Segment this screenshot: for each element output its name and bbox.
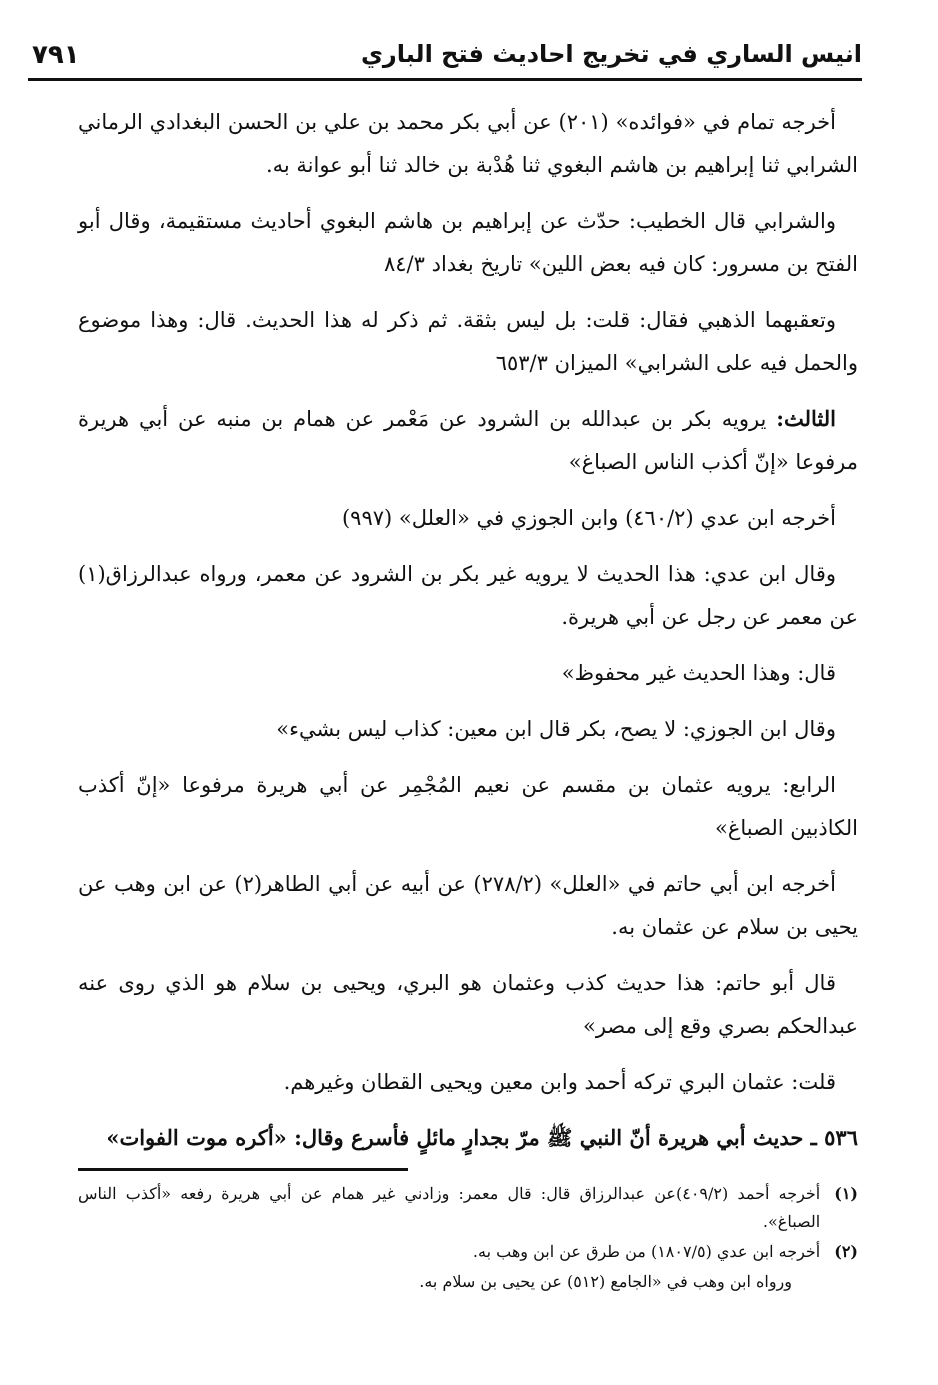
paragraph: قال أبو حاتم: هذا حديث كذب وعثمان هو البري، ويحيى بن سلام هو الذي روى عنه عبدالحكم بصري وقع إلى مصر» (78, 971, 858, 1038)
paragraph: أخرجه تمام في «فوائده» (٢٠١) عن أبي بكر محمد بن علي بن الحسن البغدادي الرماني الشرابي ثنا إبراهيم بن هاشم البغوي ثنا هُدْبة بن خالد ثنا أبو عوانة به. (78, 110, 858, 177)
footnote-item (78, 1180, 858, 1236)
page-header (28, 38, 862, 81)
page-number: ٧٩١ (32, 40, 80, 70)
paragraph: وقال ابن عدي: هذا الحديث لا يرويه غير بكر بن الشرود عن معمر، ورواه عبدالرزاق(١) عن معمر عن رجل عن أبي هريرة. (78, 562, 858, 629)
footnotes (78, 1180, 858, 1298)
footnote-item (78, 1238, 858, 1266)
footnote-number: (١) (834, 1184, 858, 1203)
footnote-continuation (78, 1268, 858, 1296)
paragraph: أخرجه ابن أبي حاتم في «العلل» (٢٧٨/٢) عن أبيه عن أبي الطاهر(٢) عن ابن وهب عن يحيى بن سلام عن عثمان به. (78, 872, 858, 939)
footnote-divider (78, 1168, 408, 1171)
paragraph: وقال ابن الجوزي: لا يصح، بكر قال ابن معين: كذاب ليس بشيء» (276, 717, 836, 741)
footnote-text: ورواه ابن وهب في «الجامع (٥١٢) عن يحيى بن سلام به. (419, 1272, 792, 1291)
footnote-text: أخرجه أحمد (٤٠٩/٢)عن عبدالرزاق قال: قال معمر: وزادني غير همام عن أبي هريرة رفعه «أكذب الناس الصباغ». (78, 1184, 821, 1231)
paragraph: والشرابي قال الخطيب: حدّث عن إبراهيم بن هاشم البغوي أحاديث مستقيمة، وقال أبو الفتح بن مسرور: كان فيه بعض اللين» تاريخ بغداد ٨٤/٣ (78, 209, 858, 276)
paragraph: قلت: عثمان البري تركه أحمد وابن معين ويحيى القطان وغيرهم. (283, 1070, 836, 1094)
paragraph: أخرجه ابن عدي (٤٦٠/٢) وابن الجوزي في «العلل» (٩٩٧) (341, 506, 836, 530)
footnote-text: أخرجه ابن عدي (١٨٠٧/٥) من طرق عن ابن وهب به. (472, 1242, 821, 1261)
paragraph: الرابع: يرويه عثمان بن مقسم عن نعيم المُجْمِر عن أبي هريرة مرفوعا «إنّ أكذب الكاذبين الصباغ» (78, 773, 858, 840)
paragraph: قال: وهذا الحديث غير محفوظ» (561, 661, 836, 685)
footnote-number: (٢) (834, 1242, 858, 1261)
main-text (78, 100, 858, 1171)
paragraph: وتعقبهما الذهبي فقال: قلت: بل ليس بثقة. ثم ذكر له هذا الحديث. قال: وهذا موضوع والحمل فيه على الشرابي» الميزان ٦٥٣/٣ (78, 308, 858, 375)
running-title: انيس الساري في تخريج احاديث فتح الباري (360, 40, 862, 68)
paragraph: الثالث: يرويه بكر بن عبدالله بن الشرود عن مَعْمر عن همام بن منبه عن أبي هريرة مرفوعا «إنّ أكذب الناس الصباغ» (78, 406, 858, 474)
hadith-heading: ٥٣٦ ـ حديث أبي هريرة أنّ النبي ﷺ مرّ بجدارٍ مائلٍ فأسرع وقال: «أكره موت الفوات» (106, 1125, 858, 1150)
